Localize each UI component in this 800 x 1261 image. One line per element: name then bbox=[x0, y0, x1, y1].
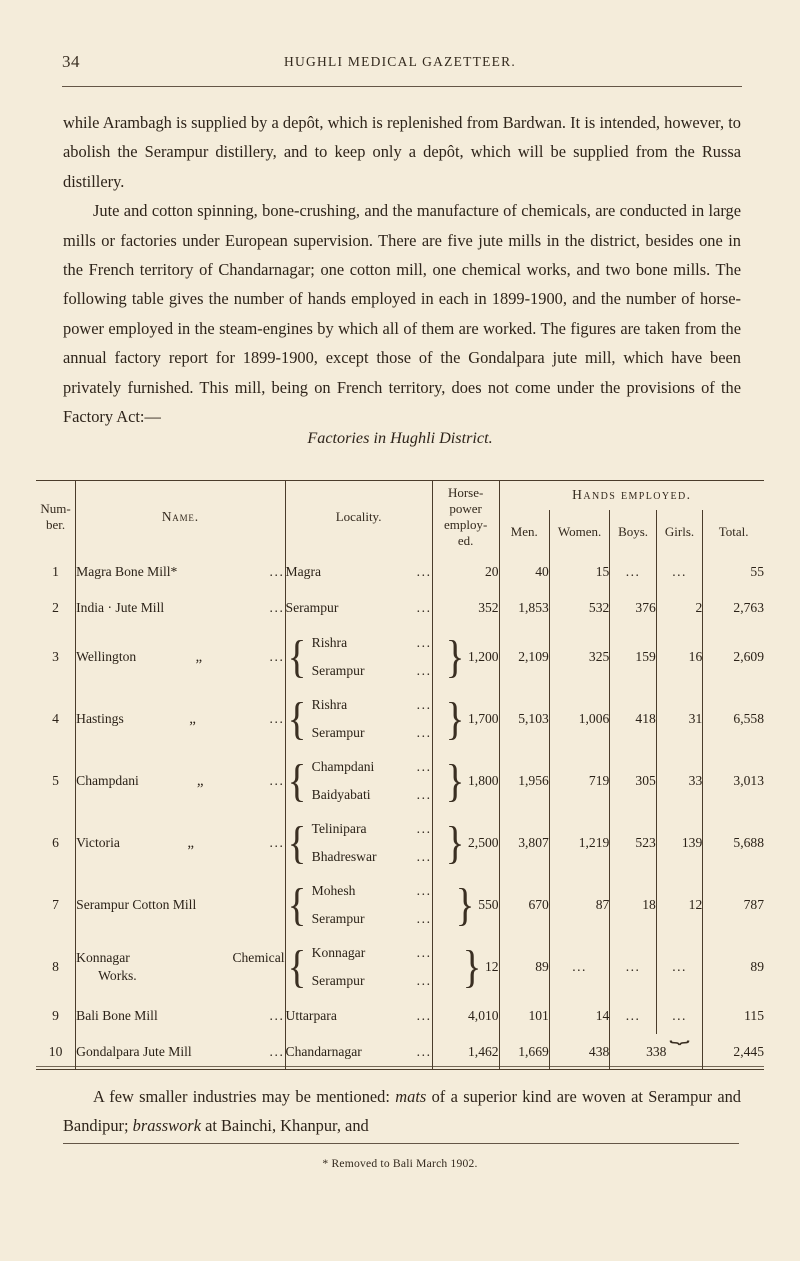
cell-number: 9 bbox=[36, 998, 76, 1034]
cell-total: 2,763 bbox=[733, 600, 764, 615]
cell-total: 787 bbox=[743, 897, 764, 912]
cell-total: 3,013 bbox=[733, 773, 764, 788]
cell-men: 1,669 bbox=[499, 1034, 549, 1070]
cell-total: 55 bbox=[750, 564, 764, 579]
cell-name: Wellington „ ... bbox=[76, 626, 285, 688]
cell-number: 3 bbox=[36, 626, 76, 688]
header-girls: Girls. bbox=[656, 510, 702, 554]
table-row bbox=[36, 874, 764, 936]
footnote-text: Removed to Bali March 1902. bbox=[331, 1157, 478, 1170]
table-head bbox=[36, 480, 764, 554]
cell-girls: 31 bbox=[656, 688, 702, 750]
cell-number: 2 bbox=[36, 590, 76, 626]
header-locality: Locality. bbox=[285, 480, 432, 554]
cell-men: 2,109 bbox=[499, 626, 549, 688]
cell-boys: 418 bbox=[610, 688, 657, 750]
table-row bbox=[36, 998, 764, 1034]
cell-boys-girls-combined: 338 bbox=[610, 1034, 703, 1070]
table-row bbox=[36, 554, 764, 590]
cell-women: 15 bbox=[549, 554, 609, 590]
cell-horsepower: } 12 bbox=[432, 936, 499, 998]
cell-women: 14 bbox=[549, 998, 609, 1034]
footnote bbox=[0, 1157, 800, 1170]
cell-men: 5,103 bbox=[499, 688, 549, 750]
cell-name: Magra Bone Mill* ... bbox=[76, 554, 285, 590]
table-top-rule bbox=[36, 480, 764, 481]
cell-locality: Chandarnagar ... bbox=[285, 1034, 432, 1070]
cell-name: Hastings „ ... bbox=[76, 688, 285, 750]
cell-boys: 376 bbox=[610, 590, 657, 626]
cell-horsepower: 20 bbox=[432, 554, 499, 590]
table-row bbox=[36, 688, 764, 750]
cell-girls: 12 bbox=[656, 874, 702, 936]
cell-name: Champdani „ ... bbox=[76, 750, 285, 812]
cell-boys: ... bbox=[610, 936, 657, 998]
cell-men: 40 bbox=[499, 554, 549, 590]
cell-number: 6 bbox=[36, 812, 76, 874]
cell-locality: Serampur ... bbox=[285, 590, 432, 626]
cell-girls: 16 bbox=[656, 626, 702, 688]
cell-women: ... bbox=[549, 936, 609, 998]
cell-boys: 305 bbox=[610, 750, 657, 812]
term-brasswork: brasswork bbox=[132, 1116, 201, 1136]
header-number: Num- ber. bbox=[36, 480, 76, 554]
cell-locality-group: { Rishra ... Serampur ... bbox=[285, 626, 432, 688]
cell-women: 719 bbox=[549, 750, 609, 812]
cell-locality: Magra ... bbox=[285, 554, 432, 590]
under-brace-icon: ⏟ bbox=[669, 1021, 690, 1045]
table-row bbox=[36, 750, 764, 812]
cell-boys: ... bbox=[610, 554, 657, 590]
cell-women: 325 bbox=[549, 626, 609, 688]
cell-locality: Uttarpara ... bbox=[285, 998, 432, 1034]
paragraph-distillery: while Arambagh is supplied by a depôt, which is replenished from Bardwan. It is intended, however, to abolish the Serampur distillery, and to keep only a depôt, which will be supplied from the Russa distillery. bbox=[63, 113, 741, 191]
cell-locality-group: { Mohesh ... Serampur ... bbox=[285, 874, 432, 936]
closing-text-middle: of a superior kind are woven at Serampur and Bandipur; bbox=[63, 1087, 741, 1136]
running-title: HUGHLI MEDICAL GAZETTEER. bbox=[283, 54, 517, 69]
table-bottom-rule bbox=[36, 1069, 764, 1070]
cell-locality-group: { Rishra ... Serampur ... bbox=[285, 688, 432, 750]
cell-women: 438 bbox=[549, 1034, 609, 1070]
cell-girls: ... bbox=[656, 554, 702, 590]
header-rule bbox=[62, 86, 742, 87]
cell-boys: 159 bbox=[610, 626, 657, 688]
cell-name: Serampur Cotton Mill bbox=[76, 874, 285, 936]
cell-men: 670 bbox=[499, 874, 549, 936]
cell-total: 2,445 bbox=[733, 1044, 764, 1059]
cell-number: 1 bbox=[36, 554, 76, 590]
cell-women: 1,006 bbox=[549, 688, 609, 750]
table-row bbox=[36, 936, 764, 998]
closing-paragraph bbox=[63, 1082, 741, 1141]
cell-boys: 523 bbox=[610, 812, 657, 874]
cell-total: 2,609 bbox=[733, 649, 764, 664]
footnote-rule bbox=[63, 1143, 739, 1144]
cell-locality-group: { Konnagar ... Serampur ... bbox=[285, 936, 432, 998]
cell-horsepower: } 1,200 bbox=[432, 626, 499, 688]
header-name: Name. bbox=[76, 480, 285, 554]
cell-horsepower: } 2,500 bbox=[432, 812, 499, 874]
page-folio: 34 bbox=[62, 52, 80, 71]
closing-text bbox=[63, 1082, 741, 1141]
header-horsepower: Horse- power employ- ed. bbox=[432, 480, 499, 554]
cell-number: 8 bbox=[36, 936, 76, 998]
cell-horsepower: } 550 bbox=[432, 874, 499, 936]
cell-girls: ... ⏟ bbox=[656, 998, 702, 1034]
table-row bbox=[36, 590, 764, 626]
cell-men: 1,853 bbox=[499, 590, 549, 626]
cell-horsepower: 1,462 bbox=[432, 1034, 499, 1070]
table-row bbox=[36, 626, 764, 688]
cell-horsepower: } 1,700 bbox=[432, 688, 499, 750]
cell-girls: ... bbox=[656, 936, 702, 998]
table-body bbox=[36, 554, 764, 1070]
cell-men: 89 bbox=[499, 936, 549, 998]
cell-name: Konnagar Chemical Works. bbox=[76, 936, 285, 998]
cell-number: 4 bbox=[36, 688, 76, 750]
table-row bbox=[36, 812, 764, 874]
closing-text-before: A few smaller industries may be mentioned: bbox=[93, 1087, 396, 1106]
cell-men: 3,807 bbox=[499, 812, 549, 874]
factories-table-wrapper bbox=[36, 480, 764, 1070]
cell-men: 1,956 bbox=[499, 750, 549, 812]
cell-total: 6,558 bbox=[733, 711, 764, 726]
factories-table bbox=[36, 480, 764, 1070]
cell-girls: 33 bbox=[656, 750, 702, 812]
table-bottom-rule-second bbox=[36, 1066, 764, 1067]
table-caption: Factories in Hughli District. bbox=[307, 429, 493, 447]
cell-horsepower: 352 bbox=[432, 590, 499, 626]
running-head bbox=[62, 52, 738, 74]
paragraph-industries: Jute and cotton spinning, bone-crushing, and the manufacture of chemicals, are conducted in large mills or factories under European supervision. There are five jute mills in the district, besides one in the French territory of Chandarnagar; one cotton mill, one chemical works, and two bone mills. The following table gives the number of hands employed in each in 1899-1900, and the number of horse-power employed in the steam-engines by which all of them are worked. The figures are taken from the annual factory report for 1899-1900, except those of the Gondalpara jute mill, which have been privately furnished. This mill, being on French territory, does not come under the provisions of the Factory Act:— bbox=[63, 201, 741, 427]
cell-women: 87 bbox=[549, 874, 609, 936]
cell-number: 7 bbox=[36, 874, 76, 936]
cell-number: 5 bbox=[36, 750, 76, 812]
header-total: Total. bbox=[718, 524, 749, 539]
cell-boys: 18 bbox=[610, 874, 657, 936]
cell-number: 10 bbox=[36, 1034, 76, 1070]
cell-girls: 2 bbox=[656, 590, 702, 626]
cell-women: 1,219 bbox=[549, 812, 609, 874]
cell-boys: ... bbox=[610, 998, 657, 1034]
cell-name: India · Jute Mill ... bbox=[76, 590, 285, 626]
body-text bbox=[63, 108, 741, 431]
footnote-marker: * bbox=[322, 1157, 329, 1170]
header-hands-employed: Hands employed. bbox=[572, 487, 692, 502]
table-row bbox=[36, 1034, 764, 1070]
cell-horsepower: } 1,800 bbox=[432, 750, 499, 812]
cell-horsepower: 4,010 bbox=[432, 998, 499, 1034]
cell-total: 115 bbox=[744, 1008, 764, 1023]
cell-locality-group: { Champdani ... Baidyabati ... bbox=[285, 750, 432, 812]
header-men: Men. bbox=[499, 510, 549, 554]
cell-men: 101 bbox=[499, 998, 549, 1034]
cell-total: 5,688 bbox=[733, 835, 764, 850]
cell-total: 89 bbox=[750, 959, 764, 974]
cell-locality-group: { Telinipara ... Bhadreswar ... bbox=[285, 812, 432, 874]
term-mats: mats bbox=[395, 1087, 427, 1106]
cell-women: 532 bbox=[549, 590, 609, 626]
header-boys: Boys. bbox=[610, 510, 657, 554]
cell-name: Gondalpara Jute Mill ... bbox=[76, 1034, 285, 1070]
cell-name: Bali Bone Mill ... bbox=[76, 998, 285, 1034]
header-women: Women. bbox=[549, 510, 609, 554]
cell-girls: 139 bbox=[656, 812, 702, 874]
cell-name: Victoria „ ... bbox=[76, 812, 285, 874]
closing-text-after: at Bainchi, Khanpur, and bbox=[200, 1116, 369, 1136]
